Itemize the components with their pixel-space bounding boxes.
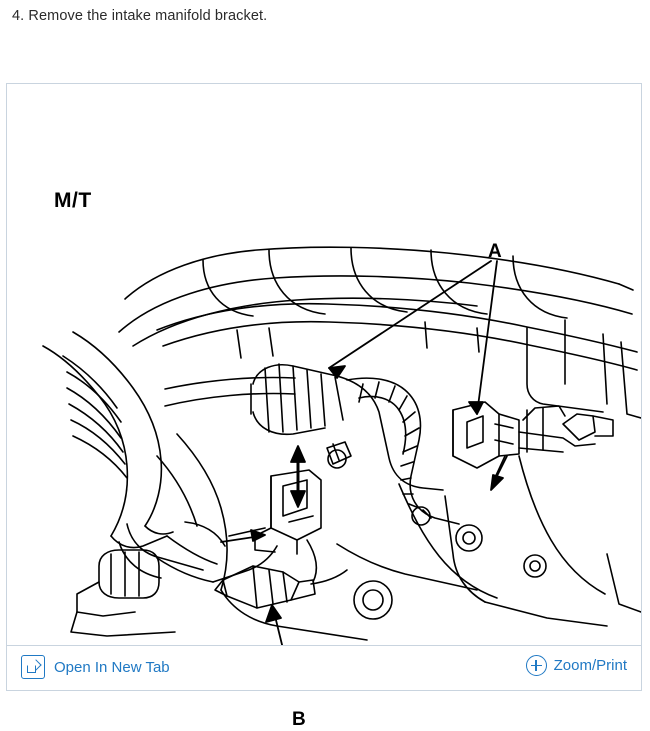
callout-leader-lines: [221, 261, 507, 646]
open-in-new-tab-button[interactable]: [21, 655, 170, 679]
zoom-print-button[interactable]: [526, 655, 627, 676]
callout-label-b: B: [292, 709, 306, 730]
engine-diagram-drawing: [7, 84, 641, 646]
step-instruction-text: 4. Remove the intake manifold bracket.: [12, 8, 268, 24]
plus-circle-icon: [526, 655, 547, 676]
open-in-new-tab-label: Open In New Tab: [54, 658, 170, 676]
transmission-type-label: M/T: [54, 189, 92, 212]
zoom-print-label: Zoom/Print: [553, 657, 627, 674]
figure-toolbar: [7, 645, 641, 690]
open-in-new-tab-icon: [21, 655, 45, 679]
figure-panel: [6, 83, 642, 730]
callout-label-a: A: [488, 241, 502, 262]
figure-illustration: [7, 84, 641, 646]
